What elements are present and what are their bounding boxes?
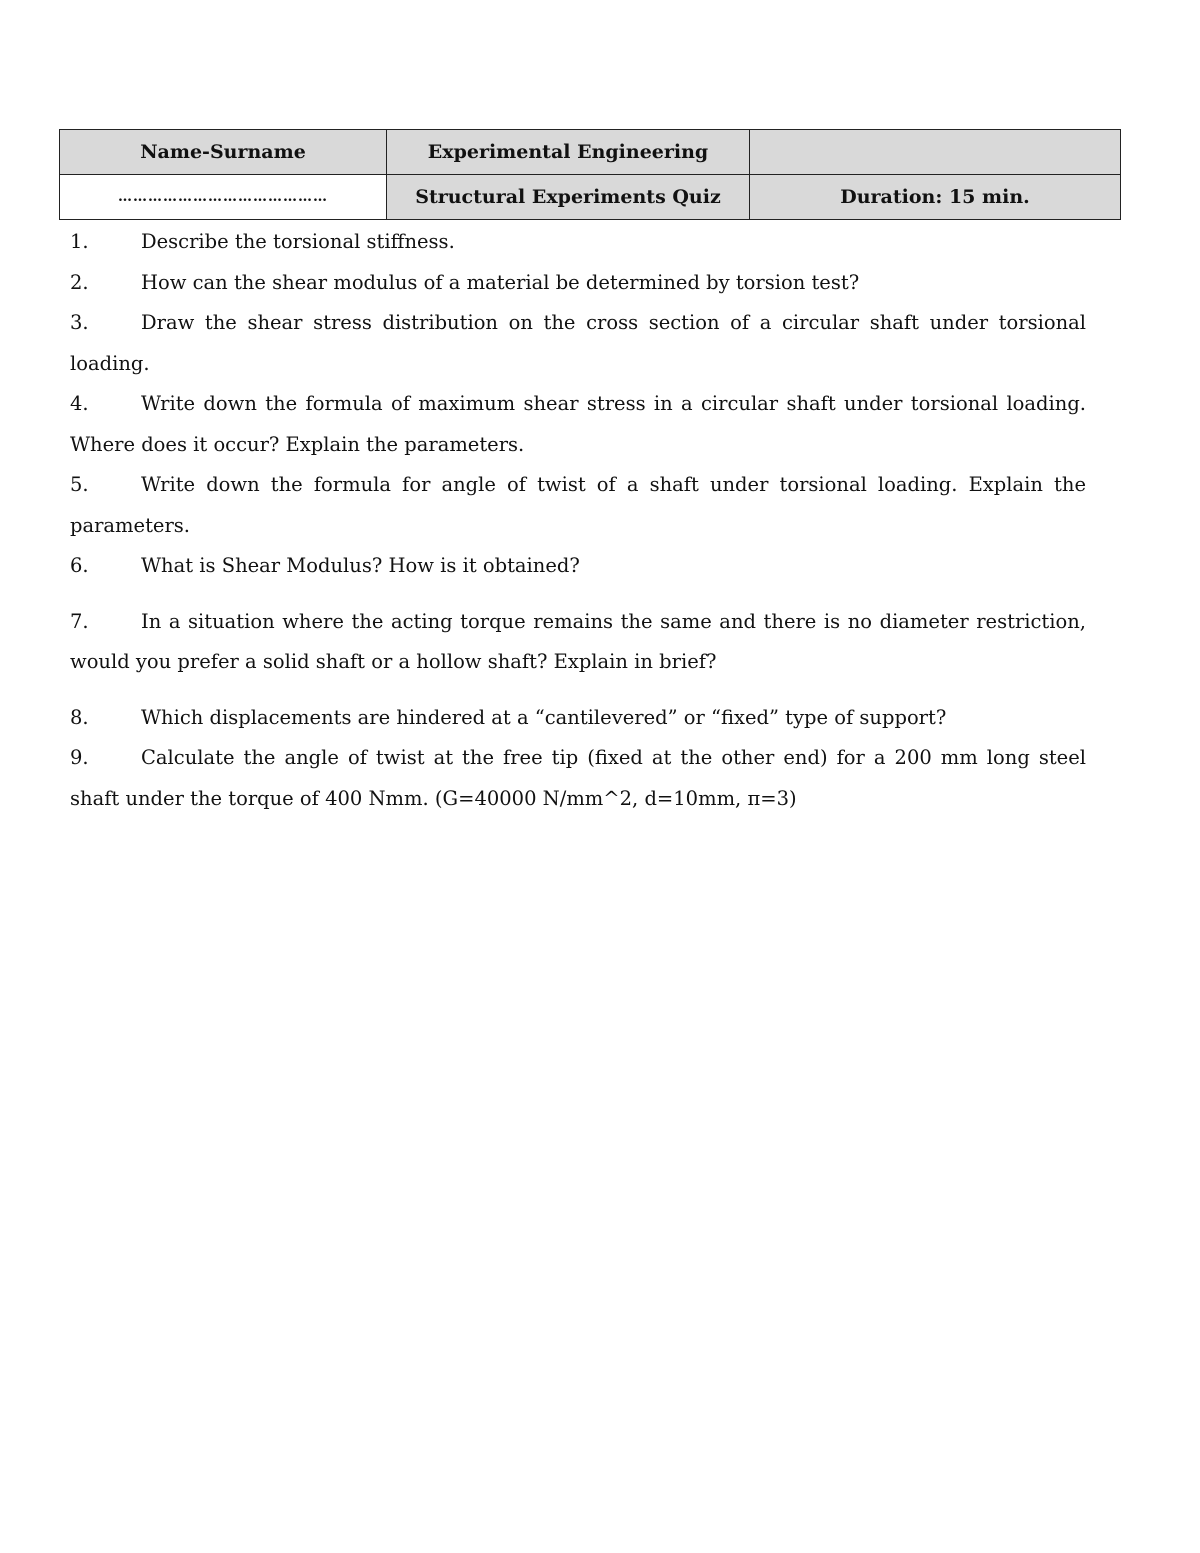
question-item bbox=[70, 546, 1086, 587]
question-item bbox=[70, 698, 1086, 739]
question-number: 8. bbox=[70, 705, 89, 729]
question-number: 5. bbox=[70, 473, 89, 496]
name-surname-label: Name-Surname bbox=[60, 130, 387, 175]
question-number: 6. bbox=[70, 554, 89, 577]
quiz-header-table bbox=[59, 129, 1121, 220]
question-text: In a situation where the acting torque remains the same and there is no diameter restriction, would you prefer a solid shaft or a hollow shaft? Explain in brief? bbox=[70, 609, 1086, 673]
header-row-2 bbox=[60, 175, 1121, 220]
question-item bbox=[70, 303, 1086, 384]
question-item bbox=[70, 738, 1086, 819]
question-text: What is Shear Modulus? How is it obtained? bbox=[141, 554, 580, 577]
question-item bbox=[70, 222, 1086, 263]
question-text: How can the shear modulus of a material be determined by torsion test? bbox=[141, 270, 860, 294]
name-fill-line[interactable]: …………………………………… bbox=[60, 175, 387, 220]
question-number: 3. bbox=[70, 311, 89, 334]
header-empty-cell bbox=[750, 130, 1121, 175]
question-item bbox=[70, 602, 1086, 683]
duration-label: Duration: 15 min. bbox=[750, 175, 1121, 220]
question-number: 4. bbox=[70, 392, 89, 415]
question-item bbox=[70, 263, 1086, 304]
question-number: 7. bbox=[70, 609, 89, 633]
question-text: Describe the torsional stiffness. bbox=[141, 230, 455, 253]
question-text: Write down the formula for angle of twist of a shaft under torsional loading. Explain the parameters. bbox=[70, 473, 1086, 537]
question-text: Calculate the angle of twist at the free tip (fixed at the other end) for a 200 mm long steel shaft under the torque of 400 Nmm. (G=40000 N/mm^2, d=10mm, π=3) bbox=[70, 746, 1086, 810]
question-text: Draw the shear stress distribution on the cross section of a circular shaft under torsional loading. bbox=[70, 311, 1086, 375]
question-item bbox=[70, 465, 1086, 546]
question-item bbox=[70, 384, 1086, 465]
question-number: 2. bbox=[70, 270, 89, 294]
course-title: Experimental Engineering bbox=[387, 130, 750, 175]
quiz-title: Structural Experiments Quiz bbox=[387, 175, 750, 220]
question-number: 1. bbox=[70, 230, 89, 253]
question-text: Write down the formula of maximum shear stress in a circular shaft under torsional loading. Where does it occur? Explain the parameters. bbox=[70, 392, 1086, 456]
header-row-1 bbox=[60, 130, 1121, 175]
question-number: 9. bbox=[70, 746, 89, 769]
question-list bbox=[70, 222, 1086, 819]
question-text: Which displacements are hindered at a “cantilevered” or “fixed” type of support? bbox=[141, 705, 947, 729]
